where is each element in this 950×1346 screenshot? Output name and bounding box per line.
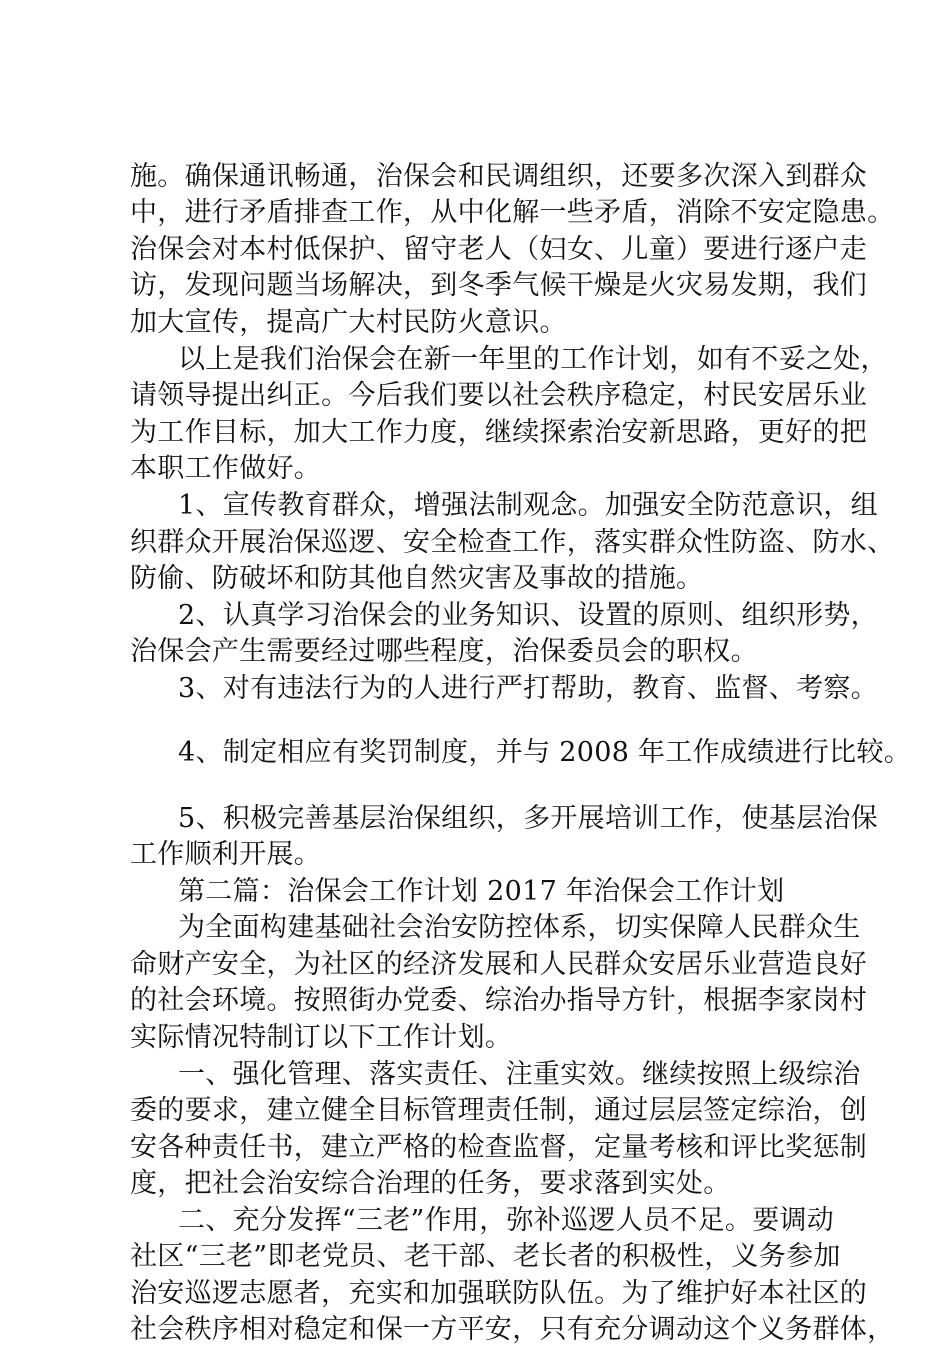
paragraph-first-line: 一、强化管理、落实责任、注重实效。继续按照上级综治: [178, 1059, 861, 1090]
text-line: 治安巡逻志愿者，充实和加强联防队伍。为了维护好本社区的: [130, 1278, 868, 1309]
paragraph-first-line: 二、充分发挥“三老”作用，弥补巡逻人员不足。要调动: [178, 1205, 835, 1236]
text-line: 施。确保通讯畅通，治保会和民调组织，还要多次深入到群众: [130, 161, 868, 192]
list-item-5: 5、积极完善基层治保组织，多开展培训工作，使基层治保: [178, 803, 878, 834]
text-line: 的社会环境。按照街办党委、综治办指导方针，根据李家岗村: [130, 985, 868, 1016]
list-item-4: 4、制定相应有奖罚制度，并与 2008 年工作成绩进行比较。: [178, 737, 912, 768]
text-line: 工作顺利开展。: [130, 839, 322, 870]
text-line: 命财产安全，为社区的经济发展和人民群众安居乐业营造良好: [130, 949, 868, 980]
text-line: 实际情况特制订以下工作计划。: [130, 1022, 513, 1053]
text-line: 社区“三老”即老党员、老干部、老长者的积极性，义务参加: [130, 1241, 841, 1272]
text-line: 访，发现问题当场解决，到冬季气候干燥是火灾易发期，我们: [130, 270, 868, 301]
section-heading: 第二篇：治保会工作计划 2017 年治保会工作计划: [178, 876, 785, 907]
text-line: 度，把社会治安综合治理的任务，要求落到实处。: [130, 1168, 731, 1199]
list-item-1: 1、宣传教育群众，增强法制观念。加强安全防范意识，组: [178, 490, 878, 521]
text-line: 安各种责任书，建立严格的检查监督，定量考核和评比奖惩制: [130, 1132, 868, 1163]
text-line: 织群众开展治保巡逻、安全检查工作，落实群众性防盗、防水、: [130, 527, 895, 558]
text-line: 为工作目标，加大工作力度，继续探索治安新思路，更好的把: [130, 417, 868, 448]
text-line: 本职工作做好。: [130, 453, 322, 484]
text-line: 治保会对本村低保护、留守老人（妇女、儿童）要进行逐户走: [130, 234, 868, 265]
text-line: 中，进行矛盾排查工作，从中化解一些矛盾，消除不安定隐患。: [130, 197, 895, 228]
list-item-3: 3、对有违法行为的人进行严打帮助，教育、监督、考察。: [178, 673, 878, 704]
text-line: 请领导提出纠正。今后我们要以社会秩序稳定，村民安居乐业: [130, 380, 868, 411]
text-line: 委的要求，建立健全目标管理责任制，通过层层签定综治，创: [130, 1095, 868, 1126]
text-line: 社会秩序相对稳定和保一方平安，只有充分调动这个义务群体，: [130, 1314, 895, 1345]
list-item-2: 2、认真学习治保会的业务知识、设置的原则、组织形势，: [178, 600, 878, 631]
text-line: 治保会产生需要经过哪些程度，治保委员会的职权。: [130, 636, 758, 667]
paragraph-first-line: 为全面构建基础社会治安防控体系，切实保障人民群众生: [178, 912, 861, 943]
text-line: 防偷、防破坏和防其他自然灾害及事故的措施。: [130, 563, 704, 594]
text-line: 加大宣传，提高广大村民防火意识。: [130, 307, 567, 338]
paragraph-first-line: 以上是我们治保会在新一年里的工作计划，如有不妥之处，: [178, 344, 888, 375]
